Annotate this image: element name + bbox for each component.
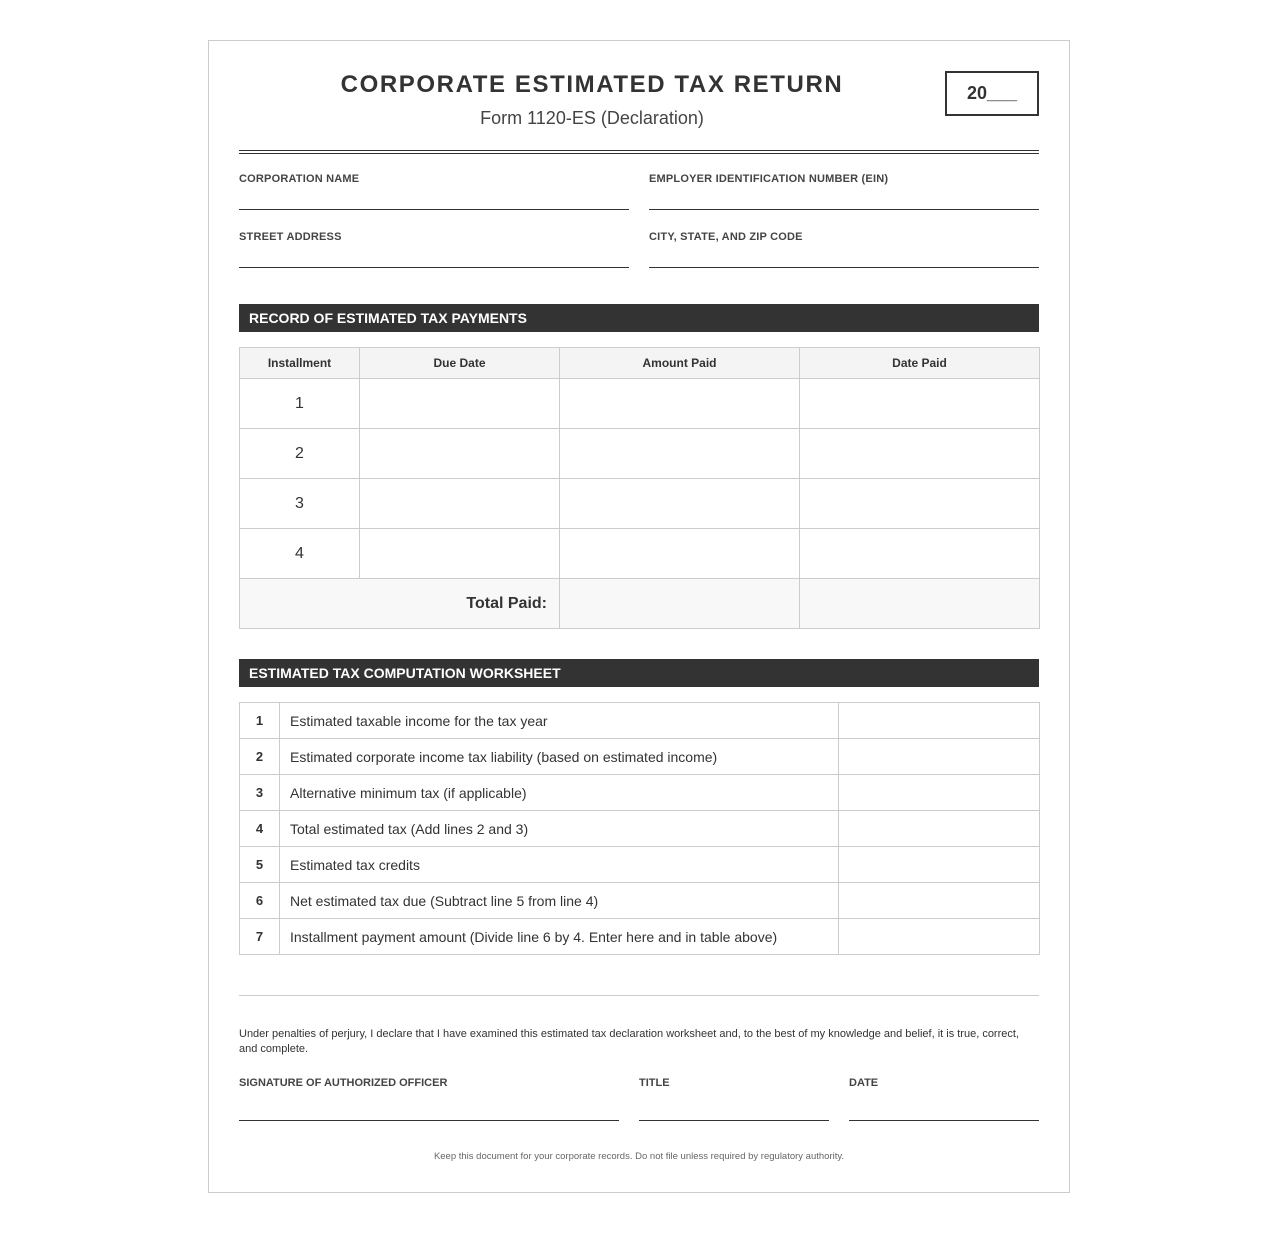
line-number: 3	[240, 775, 280, 811]
worksheet-line	[240, 883, 1040, 919]
line-number: 7	[240, 919, 280, 955]
officer-title-label: TITLE	[639, 1077, 670, 1089]
date-paid-cell[interactable]	[800, 429, 1040, 479]
signature-date-field[interactable]	[849, 1077, 1039, 1089]
amount-paid-cell[interactable]	[560, 379, 800, 429]
line-description: Net estimated tax due (Subtract line 5 from line 4)	[280, 883, 839, 919]
line-number: 5	[240, 847, 280, 883]
column-header-installment: Installment	[240, 348, 360, 379]
due-date-cell[interactable]	[360, 379, 560, 429]
date-paid-cell[interactable]	[800, 479, 1040, 529]
amount-paid-cell[interactable]	[560, 529, 800, 579]
line-amount-cell[interactable]	[839, 703, 1040, 739]
section-divider	[239, 995, 1039, 996]
corporation-name-label: CORPORATION NAME	[239, 173, 360, 185]
line-amount-cell[interactable]	[839, 739, 1040, 775]
footer-note: Keep this document for your corporate records. Do not file unless required by regulatory authority.	[433, 1151, 845, 1162]
line-description: Estimated corporate income tax liability (based on estimated income)	[280, 739, 839, 775]
amount-paid-cell[interactable]	[560, 429, 800, 479]
city-state-zip-label: CITY, STATE, AND ZIP CODE	[649, 231, 803, 243]
officer-signature-field[interactable]	[239, 1077, 619, 1089]
line-number: 4	[240, 811, 280, 847]
worksheet-section-header: ESTIMATED TAX COMPUTATION WORKSHEET	[239, 659, 1039, 687]
officer-title-line[interactable]	[639, 1120, 829, 1121]
worksheet-line	[240, 739, 1040, 775]
tax-year-box[interactable]: 20___	[945, 71, 1039, 116]
line-amount-cell[interactable]	[839, 847, 1040, 883]
street-address-line[interactable]	[239, 267, 629, 268]
ein-line[interactable]	[649, 209, 1039, 210]
total-amount-cell[interactable]	[560, 579, 800, 629]
amount-paid-cell[interactable]	[560, 479, 800, 529]
street-address-label: STREET ADDRESS	[239, 231, 342, 243]
line-description: Total estimated tax (Add lines 2 and 3)	[280, 811, 839, 847]
line-description: Installment payment amount (Divide line 6 by 4. Enter here and in table above)	[280, 919, 839, 955]
city-state-zip-line[interactable]	[649, 267, 1039, 268]
table-row	[240, 429, 1040, 479]
corporation-name-line[interactable]	[239, 209, 629, 210]
header-divider	[239, 150, 1039, 154]
installment-number: 1	[240, 379, 360, 429]
payments-section-header: RECORD OF ESTIMATED TAX PAYMENTS	[239, 304, 1039, 332]
line-amount-cell[interactable]	[839, 811, 1040, 847]
signature-date-line[interactable]	[849, 1120, 1039, 1121]
form-subtitle: Form 1120-ES (Declaration)	[480, 108, 704, 128]
officer-title-field[interactable]	[639, 1077, 829, 1089]
ein-field[interactable]	[649, 173, 1039, 185]
form-content	[239, 41, 1039, 1192]
officer-signature-label: SIGNATURE OF AUTHORIZED OFFICER	[239, 1077, 448, 1089]
line-number: 1	[240, 703, 280, 739]
line-description: Alternative minimum tax (if applicable)	[280, 775, 839, 811]
street-address-field[interactable]	[239, 231, 629, 243]
line-number: 6	[240, 883, 280, 919]
installment-number: 4	[240, 529, 360, 579]
line-number: 2	[240, 739, 280, 775]
payments-header-row	[240, 348, 1040, 379]
due-date-cell[interactable]	[360, 429, 560, 479]
table-row	[240, 379, 1040, 429]
column-header-due-date: Due Date	[360, 348, 560, 379]
payments-table	[239, 347, 1040, 629]
total-row	[240, 579, 1040, 629]
table-row	[240, 479, 1040, 529]
worksheet-table	[239, 702, 1040, 955]
total-empty-cell	[800, 579, 1040, 629]
worksheet-line	[240, 919, 1040, 955]
column-header-amount-paid: Amount Paid	[560, 348, 800, 379]
column-header-date-paid: Date Paid	[800, 348, 1040, 379]
installment-number: 3	[240, 479, 360, 529]
line-description: Estimated taxable income for the tax year	[280, 703, 839, 739]
line-amount-cell[interactable]	[839, 775, 1040, 811]
form-page	[208, 40, 1070, 1193]
ein-label: EMPLOYER IDENTIFICATION NUMBER (EIN)	[649, 173, 889, 185]
due-date-cell[interactable]	[360, 529, 560, 579]
perjury-declaration: Under penalties of perjury, I declare that I have examined this estimated tax declaration worksheet and, to the best of my knowledge and belief, it is true, correct, and complete.	[239, 1028, 1019, 1055]
officer-signature-line[interactable]	[239, 1120, 619, 1121]
date-paid-cell[interactable]	[800, 379, 1040, 429]
worksheet-line	[240, 703, 1040, 739]
line-amount-cell[interactable]	[839, 883, 1040, 919]
line-description: Estimated tax credits	[280, 847, 839, 883]
installment-number: 2	[240, 429, 360, 479]
total-paid-label: Total Paid:	[240, 579, 560, 629]
date-paid-cell[interactable]	[800, 529, 1040, 579]
worksheet-line	[240, 775, 1040, 811]
table-row	[240, 529, 1040, 579]
line-amount-cell[interactable]	[839, 919, 1040, 955]
worksheet-line	[240, 811, 1040, 847]
form-title: CORPORATE ESTIMATED TAX RETURN	[340, 71, 844, 98]
corporation-name-field[interactable]	[239, 173, 629, 185]
signature-date-label: DATE	[849, 1077, 879, 1089]
worksheet-line	[240, 847, 1040, 883]
city-state-zip-field[interactable]	[649, 231, 1039, 243]
due-date-cell[interactable]	[360, 479, 560, 529]
